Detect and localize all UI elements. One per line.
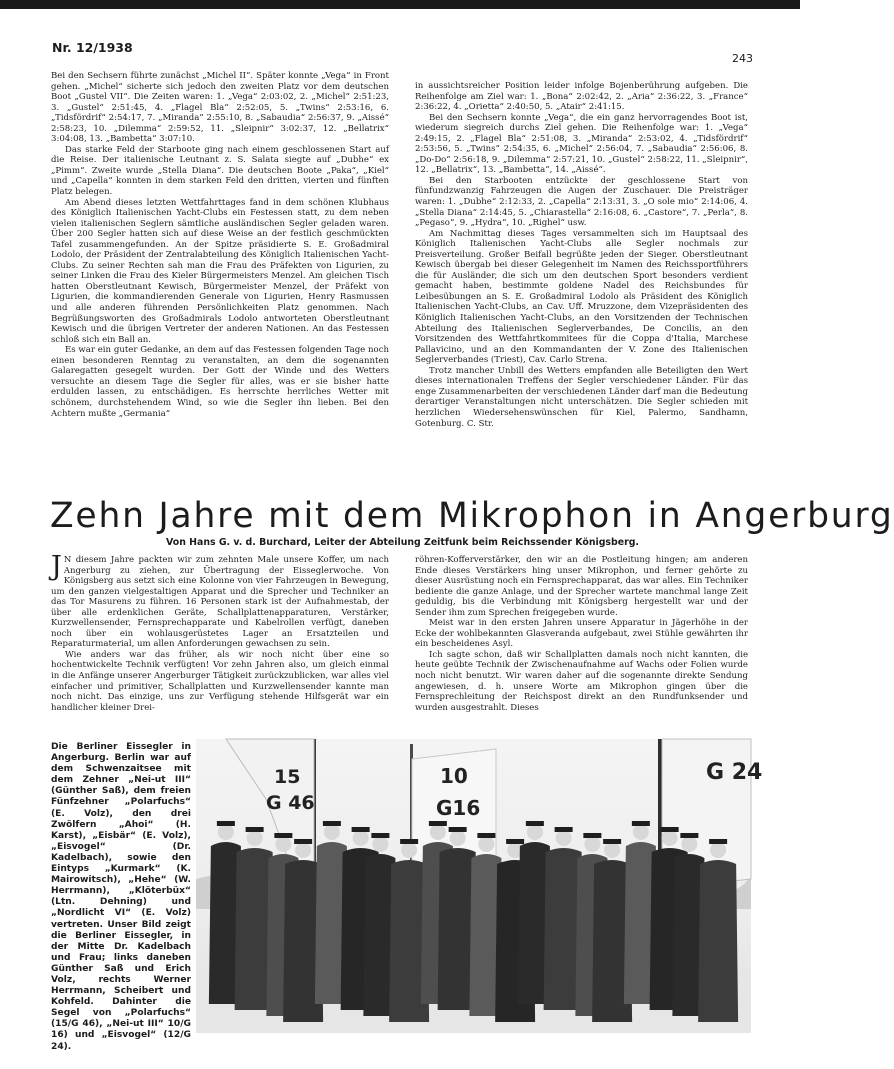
paragraph: Bei den Starbooten entzückte der geschlossene Start von fünfundzwanzig Fahrzeugen die Augen der Zuschauer. Die Preisträger waren: 1. „Dubhe“ 2:12:33, 2. „Capella“ 2:13:31, 3. „O sole mio“ 2:14:06, 4. „Stella Diana“ 2:14:45, 5. „Chiarastella“ 2:16:08, 6. „Castore“, 7. „Perla“, 8. „Pegaso“, 9. „Hydra“, 10. „Righel“ usw. — [415, 175, 748, 229]
sail-code: G 46 — [266, 792, 315, 814]
top-right-column — [415, 81, 748, 480]
paragraph: Ich sagte schon, daß wir Schallplatten damals noch nicht kannten, die heute geübte Technik der Zwischenaufnahme auf Wachs oder Folien wurde noch nicht benutzt. Wir waren daher auf die sogenannte direkte Sendung angewiesen, d. h. unsere Worte am Mikrophon gingen über die Fernsprechleitung der Reichspost direkt an den Rundfunksender und wurden ausgestrahlt. Dieses — [415, 649, 748, 713]
paragraph: Am Abend dieses letzten Wettfahrttages fand in dem schönen Klubhaus des Königlich Italienischen Yacht-Clubs ein Festessen statt, zu dem neben vielen italienischen Seglern sämtliche ausländischen Segler geladen waren. Über 200 Segler hatten sich auf diese Weise an der festlich geschmückten Tafel zusammengefunden. An der Spitze präsidierte S. E. Großadmiral Lodolo, der Präsident der Zentralabteilung des Königlich Italienischen Yacht-Clubs. Zu seiner Rechten sah man die Frau des Präfekten von Ligurien, zu seiner Linken die Frau des Kieler Bürgermeisters Menzel. Am gleichen Tisch hatten Oberstleutnant Kewisch, Bürgermeister Menzel, der Präfekt von Ligurien, die kommandierenden Generale von Ligurien, Henry Rasmussen und alle anderen führenden Persönlichkeiten Platz genommen. Nach Begrüßungsworten des Großadmirals Lodolo antworteten Oberstleutnant Kewisch und die übrigen Vertreter der anderen Nationen. An das Festessen schloß sich ein Ball an. — [51, 197, 389, 345]
paragraph: Das starke Feld der Starboote ging nach einem geschlossenen Start auf die Reise. Der italienische Leutnant z. S. Salata siegte auf „Dubhe“ ex „Pimm“. Zweite wurde „Stella Diana“. Die deutschen Boote „Paka“, „Kiel“ und „Capella“ konnten in dem starken Feld den dritten, vierten und fünften Platz belegen. — [51, 144, 389, 198]
paragraph: Wie anders war das früher, als wir noch nicht über eine so hochentwickelte Technik verfügten! Vor zehn Jahren also, um gleich einmal in die Anfänge unserer Angerburger Tätigkeit zurückzublicken, war alles viel einfacher und primitiver, Schallplatten und Kurzwellensender kannte man noch nicht. Das einzige, uns zur Verfügung stehende Hilfsgerät war ein handlicher kleiner Drei- — [51, 649, 389, 713]
sail-code: G 24 — [706, 760, 763, 785]
article-left-column — [51, 551, 389, 733]
article-right-column — [415, 555, 748, 733]
sail-number: 10 — [440, 764, 468, 788]
page-number: 243 — [732, 52, 753, 65]
paragraph-text: N diesem Jahre packten wir zum zehnten Male unsere Koffer, um nach Angerburg zu ziehen, zur Übertragung der Eisseglerwoche. Von Königsberg aus setzt sich eine Kolonne von vier Fahrzeugen in Bewegung, um den ganzen vielgestaltigen Apparat und die Sprecher und Techniker an das Tor Masurens zu führen. 16 Personen stark ist der Aufnahmestab, der über alle erdenklichen Geräte, Schallplattenapparaturen, Verstärker, Kurzwellensender, Fernsprechapparate und Kabelrollen verfügt, daneben noch über ein wohlausgerüstetes Lager an Ersatzteilen und Reparaturmaterial, um allen Anforderungen gewachsen zu sein. — [51, 555, 389, 650]
paragraph: Bei den Sechsern konnte „Vega“, die ein ganz hervorragendes Boot ist, wiederum siegreich durchs Ziel gehen. Die Reihenfolge war: 1. „Vega“ 2:49:15, 2. „Flagel Bla“ 2:51:08, 3. „Miranda“ 2:53:02, 4. „Tidsfördrif“ 2:53:56, 5. „Twins“ 2:54:35, 6. „Michel“ 2:56:04, 7. „Sabaudia“ 2:56:06, 8. „Do-Do“ 2:56:18, 9. „Dilemma“ 2:57:21, 10. „Gustel“ 2:58:22, 11. „Sleipnir“, 12. „Bellatrix“, 13. „Bambetta“, 14. „Aissé“. — [415, 112, 748, 176]
paragraph: röhren-Kofferverstärker, den wir an die Postleitung hingen; am anderen Ende dieses Verstärkers hing unser Mikrophon, und ferner gehörte zu dieser Ausrüstung noch ein Fernsprechapparat, das war alles. Ein Techniker bediente die ganze Anlage, und der Sprecher wartete manchmal lange Zeit geduldig, bis die Verbindung mit Königsberg hergestellt war und der Sender ihm zum Sprechen freigegeben wurde. — [415, 555, 748, 618]
paragraph: Am Nachmittag dieses Tages versammelten sich im Hauptsaal des Königlich Italienischen Yacht-Clubs alle Segler nochmals zur Preisverteilung. Großer Beifall begrüßte jeden der Sieger. Oberstleutnant Kewisch übergab bei dieser Gelegenheit im Namen des Reichssportführers die für Ausländer, die sich um den deutschen Sport besonders verdient gemacht haben, bestimmte goldene Nadel des Reichsbundes für Leibesübungen an S. E. Großadmiral Lodolo als Präsident des Königlich Italienischen Yacht-Clubs, an Cav. Uff. Mruzzone, dem Vizepräsidenten des Königlich Italienischen Yacht-Clubs, an den Vorsitzenden der Technischen Abteilung des Italienischen Seglerverbandes, De Concilis, an den Vorsitzenden des Wettfahrtkommitees für die Coppa d'Italia, Marchese Pallavicino, und an den Kommandanten der V. Zone des Italienischen Seglerverbandes (Triest), Cav. Carlo Strena. — [415, 228, 748, 366]
paragraph: in aussichtsreicher Position leider infolge Bojenberührung aufgeben. Die Reihenfolge am Ziel war: 1. „Bona“ 2:02:42, 2. „Aria“ 2:36:22, 3. „France“ 2:36:22, 4. „Orietta“ 2:40:50, 5. „Atair“ 2:41:15. — [415, 81, 748, 113]
paragraph: Trotz mancher Unbill des Wetters empfanden alle Beteiligten den Wert dieses internationalen Treffens der Segler verschiedener Länder. Für das enge Zusammenarbeiten der verschiedenen Länder darf man die Bedeutung derartiger Veranstaltungen nicht unterschätzen. Die Segler schieden mit herzlichen Wiedersehenswünschen für Kiel, Palermo, Sandhamn, Gotenburg. C. Str. — [415, 365, 748, 429]
paragraph: Es war ein guter Gedanke, an dem auf das Festessen folgenden Tage noch einen besonderen Renntag zu veranstalten, an dem die sogenannten Galaregatten gesegelt wurden. Der Gott der Winde und des Wetters versuchte an diesem Tage die Segler für alles, was er sie bisher hatte erdulden lassen, zu entschädigen. Es herrschte herrliches Wetter mit schönem, durchstehendem Wind, so wie die Segler ihn lieben. Bei den Achtern mußte „Germania“ — [51, 345, 389, 419]
photo-caption: Die Berliner Eissegler in Angerburg. Berlin war auf dem Schwenzaitsee mit dem Zehner „Nei-ut III“ (Günther Saß), dem freien Fünfzehner „Polarfuchs“ (E. Volz), den drei Zwölfern „Ahoi“ (H. Karst), „Eisbär“ (E. Volz), „Eisvogel“ (Dr. Kadelbach), sowie den Eintyps „Kurmark“ (K. Mairowitsch), „Hehe“ (W. Herrmann), „Klöterbüx“ (Ltn. Dehning) und „Nordlicht VI“ (E. Volz) vertreten. Unser Bild zeigt die Berliner Eissegler, in der Mitte Dr. Kadelbach und Frau; links daneben Günther Saß und Erich Volz, rechts Werner Herrmann, Scheibert und Kohfeld. Dahinter die Segel von „Polarfuchs“ (15/G 46), „Nei-ut III“ 10/G 16) und „Eisvogel“ (12/G 24). — [51, 742, 191, 1052]
article-headline: Zehn Jahre mit dem Mikrophon in Angerburg — [50, 496, 894, 536]
article-byline: Von Hans G. v. d. Burchard, Leiter der Abteilung Zeitfunk beim Reichssender Königsberg. — [166, 537, 639, 548]
sail-code: G16 — [436, 796, 481, 820]
issue-number: Nr. 12/1938 — [52, 40, 133, 55]
sailor-figure — [698, 839, 738, 1022]
photo-illustration — [196, 739, 763, 1033]
paragraph: Meist war in den ersten Jahren unsere Apparatur in Jägerhöhe in der Ecke der wohlbekannten Glasveranda aufgebaut, zwei Stühle gewährten ihr ein bescheidenes Asyl. — [415, 618, 748, 650]
top-left-column — [51, 71, 389, 479]
top-border — [0, 0, 800, 9]
paragraph — [51, 551, 389, 650]
sail-number: 15 — [274, 766, 301, 788]
drop-cap: J — [51, 551, 62, 582]
group-photo — [196, 739, 763, 1033]
paragraph: Bei den Sechsern führte zunächst „Michel II“. Später konnte „Vega“ in Front gehen. „Michel“ sicherte sich jedoch den zweiten Platz vor dem deutschen Boot „Gustel VII“. Die Zeiten waren: 1. „Vega“ 2:03:02, 2. „Michel“ 2:51:23, 3. „Gustel“ 2:51:45, 4. „Flagel Bla“ 2:52:05, 5. „Twins“ 2:53:16, 6. „Tidsfördrif“ 2:54:17, 7. „Miranda“ 2:55:10, 8. „Sabaudia“ 2:56:37, 9. „Aissé“ 2:58:23, 10. „Dilemma“ 2:59:52, 11. „Sleipnir“ 3:02:37, 12. „Bellatrix“ 3:04:08, 13. „Bambetta“ 3:07:10. — [51, 71, 389, 145]
